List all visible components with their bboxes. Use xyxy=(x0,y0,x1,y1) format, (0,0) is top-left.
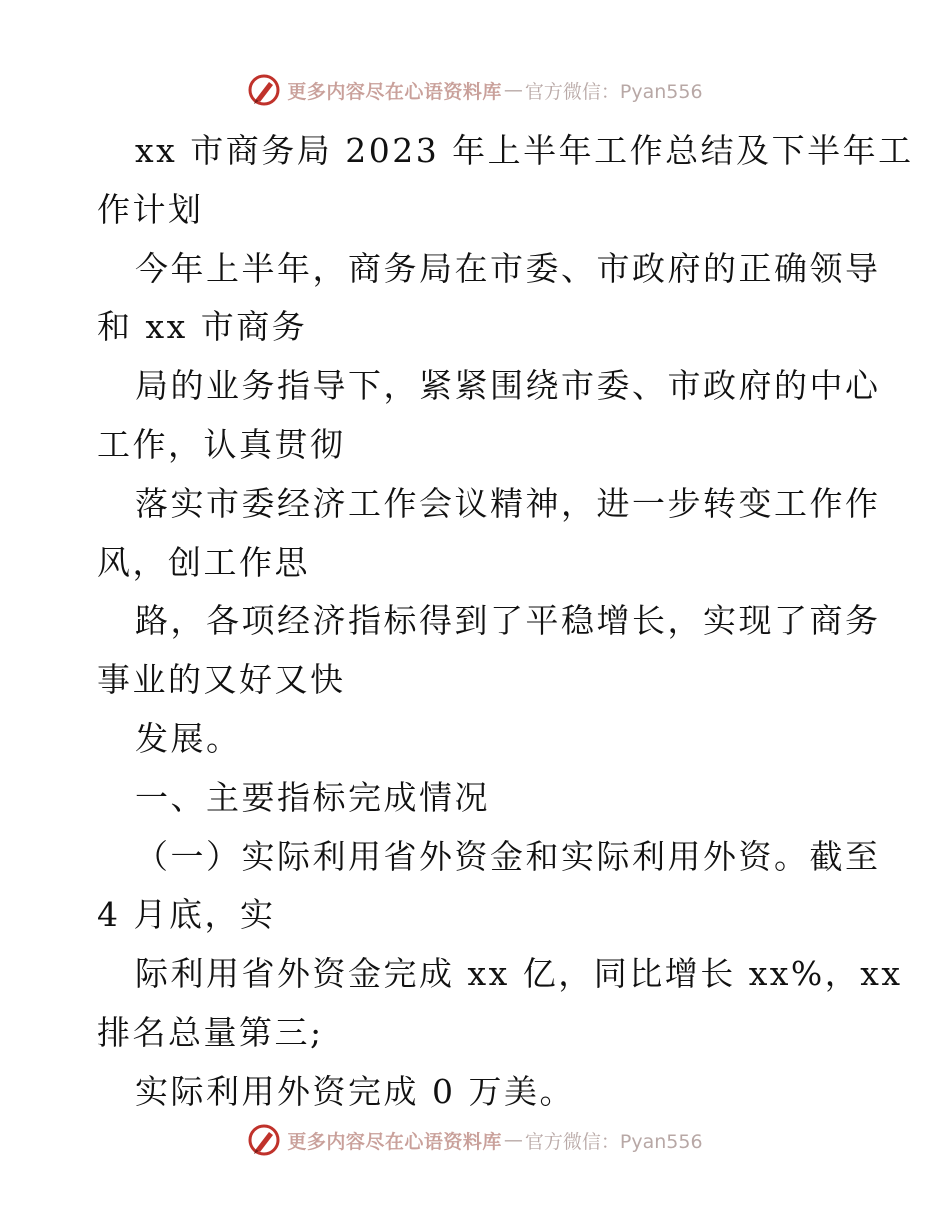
paragraph-line: 工作，认真贯彻 xyxy=(97,424,346,464)
document-body xyxy=(97,122,914,1122)
pen-logo-icon xyxy=(247,73,281,107)
title-line-2: 作计划 xyxy=(97,189,204,229)
banner-wechat-text: 官方微信：Pyan556 xyxy=(524,80,703,103)
banner-main-text: 更多内容尽在心语资料库 xyxy=(287,80,502,103)
header-banner xyxy=(0,70,950,110)
banner-separator: — xyxy=(503,1129,523,1151)
title-line-1: xx 市商务局 2023 年上半年工作总结及下半年工 xyxy=(135,131,914,170)
banner-wechat-text: 官方微信：Pyan556 xyxy=(524,1130,703,1153)
paragraph-line: 际利用省外资金完成 xx 亿，同比增长 xx%，xx xyxy=(135,954,903,994)
paragraph-line: 今年上半年，商务局在市委、市政府的正确领导 xyxy=(135,248,881,288)
paragraph-line: 发展。 xyxy=(135,718,242,758)
paragraph-line: 排名总量第三; xyxy=(97,1012,324,1052)
paragraph-line: 局的业务指导下，紧紧围绕市委、市政府的中心 xyxy=(135,366,881,406)
paragraph-line: （一）实际利用省外资金和实际利用外资。截至 xyxy=(135,836,881,876)
paragraph-line: 实际利用外资完成 0 万美。 xyxy=(135,1071,575,1111)
paragraph-line: 落实市委经济工作会议精神，进一步转变工作作 xyxy=(135,483,881,523)
paragraph-line: 事业的又好又快 xyxy=(97,660,346,700)
banner-main-text: 更多内容尽在心语资料库 xyxy=(287,1130,502,1153)
footer-banner xyxy=(0,1120,950,1160)
paragraph-line: 路，各项经济指标得到了平稳增长，实现了商务 xyxy=(135,601,881,641)
paragraph-line: 风，创工作思 xyxy=(97,542,310,582)
paragraph-line: 和 xx 市商务 xyxy=(97,307,308,347)
banner-separator: — xyxy=(503,79,523,101)
paragraph-line: 4 月底，实 xyxy=(97,895,276,935)
pen-logo-icon xyxy=(247,1123,281,1157)
section-heading: 一、主要指标完成情况 xyxy=(135,777,490,817)
